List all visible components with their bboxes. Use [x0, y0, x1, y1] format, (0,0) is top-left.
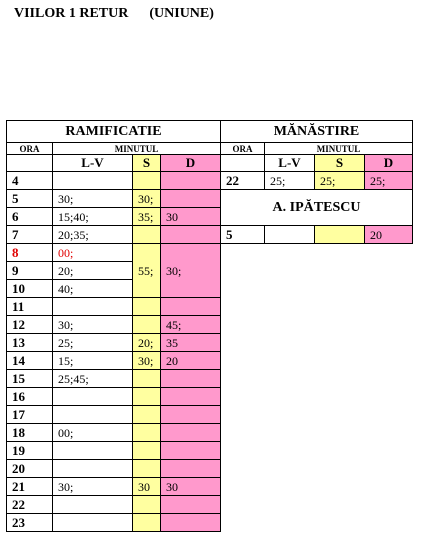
sunday-cell: 35 [161, 334, 221, 352]
sunday-cell: 45; [161, 316, 221, 334]
right-stop-title: MĂNĂSTIRE [221, 121, 413, 143]
saturday-cell [133, 226, 161, 244]
right-ora-header: ORA [221, 143, 265, 155]
right-sub-stop-title: A. IPĂTESCU [221, 190, 413, 226]
saturday-cell [133, 460, 161, 478]
saturday-cell [133, 442, 161, 460]
weekday-cell: 00; [53, 244, 133, 262]
sunday-cell [161, 388, 221, 406]
right-hour-cell: 5 [221, 226, 265, 244]
hour-cell: 15 [7, 370, 53, 388]
hour-cell: 12 [7, 316, 53, 334]
right-minutul-header: MINUTUL [265, 143, 413, 155]
weekday-cell: 30; [53, 316, 133, 334]
saturday-cell: 20; [133, 334, 161, 352]
hour-cell: 16 [7, 388, 53, 406]
hour-cell: 18 [7, 424, 53, 442]
hour-cell: 7 [7, 226, 53, 244]
weekday-cell [53, 406, 133, 424]
hour-cell: 6 [7, 208, 53, 226]
weekday-cell [53, 514, 133, 532]
route-subtitle: (UNIUNE) [149, 6, 214, 21]
saturday-cell [133, 298, 161, 316]
saturday-cell [133, 370, 161, 388]
hour-cell: 21 [7, 478, 53, 496]
hour-cell: 22 [7, 496, 53, 514]
sunday-cell [161, 496, 221, 514]
right-weekday-cell: 25; [265, 172, 315, 190]
weekday-cell: 15; [53, 352, 133, 370]
weekday-cell [53, 460, 133, 478]
weekday-cell: 40; [53, 280, 133, 298]
hour-cell: 17 [7, 406, 53, 424]
hour-cell: 5 [7, 190, 53, 208]
hour-cell: 13 [7, 334, 53, 352]
saturday-cell [133, 388, 161, 406]
right-col-lv: L-V [265, 155, 315, 172]
weekday-cell [53, 172, 133, 190]
left-col-lv: L-V [53, 155, 133, 172]
saturday-cell [133, 514, 161, 532]
left-col-s: S [133, 155, 161, 172]
page-title [14, 6, 214, 22]
saturday-cell [133, 316, 161, 334]
right-hour-cell: 22 [221, 172, 265, 190]
weekday-cell: 15;40; [53, 208, 133, 226]
sunday-cell: 30 [161, 478, 221, 496]
hour-cell: 20 [7, 460, 53, 478]
sunday-cell [161, 406, 221, 424]
sunday-cell: 30 [161, 208, 221, 226]
weekday-cell: 30; [53, 478, 133, 496]
left-col-d: D [161, 155, 221, 172]
saturday-cell: 55; [133, 244, 161, 298]
saturday-cell [133, 172, 161, 190]
timetable [6, 120, 413, 532]
weekday-cell: 20; [53, 262, 133, 280]
sunday-cell [161, 370, 221, 388]
table-row [7, 190, 413, 208]
saturday-cell [133, 496, 161, 514]
sunday-cell: 20 [161, 352, 221, 370]
sunday-cell [161, 172, 221, 190]
weekday-cell: 20;35; [53, 226, 133, 244]
left-stop-title: RAMIFICATIE [7, 121, 221, 143]
right-col-d: D [365, 155, 413, 172]
weekday-cell: 25;45; [53, 370, 133, 388]
sunday-cell [161, 226, 221, 244]
sunday-cell [161, 424, 221, 442]
weekday-cell: 25; [53, 334, 133, 352]
hour-cell: 10 [7, 280, 53, 298]
right-saturday-cell [315, 226, 365, 244]
hour-cell: 8 [7, 244, 53, 262]
weekday-cell [53, 442, 133, 460]
weekday-cell: 30; [53, 190, 133, 208]
hour-cell: 4 [7, 172, 53, 190]
sunday-cell [161, 460, 221, 478]
sunday-cell [161, 298, 221, 316]
left-ora-blank [7, 155, 53, 172]
right-ora-blank [221, 155, 265, 172]
table-row [7, 172, 413, 190]
hour-cell: 19 [7, 442, 53, 460]
left-minutul-header: MINUTUL [53, 143, 221, 155]
saturday-cell: 30; [133, 190, 161, 208]
table-row [7, 244, 413, 262]
weekday-cell [53, 298, 133, 316]
saturday-cell: 35; [133, 208, 161, 226]
saturday-cell: 30; [133, 352, 161, 370]
sunday-cell: 30; [161, 244, 221, 298]
weekday-cell: 00; [53, 424, 133, 442]
sunday-cell [161, 442, 221, 460]
sunday-cell [161, 190, 221, 208]
sunday-cell [161, 514, 221, 532]
saturday-cell: 30 [133, 478, 161, 496]
saturday-cell [133, 424, 161, 442]
right-sunday-cell: 20 [365, 226, 413, 244]
saturday-cell [133, 406, 161, 424]
route-title: VIILOR 1 RETUR [14, 6, 129, 21]
right-weekday-cell [265, 226, 315, 244]
hour-cell: 9 [7, 262, 53, 280]
right-sunday-cell: 25; [365, 172, 413, 190]
table-row [7, 226, 413, 244]
hour-cell: 11 [7, 298, 53, 316]
weekday-cell [53, 496, 133, 514]
weekday-cell [53, 388, 133, 406]
right-saturday-cell: 25; [315, 172, 365, 190]
empty-area [221, 244, 413, 532]
hour-cell: 14 [7, 352, 53, 370]
hour-cell: 23 [7, 514, 53, 532]
left-ora-header: ORA [7, 143, 53, 155]
right-col-s: S [315, 155, 365, 172]
